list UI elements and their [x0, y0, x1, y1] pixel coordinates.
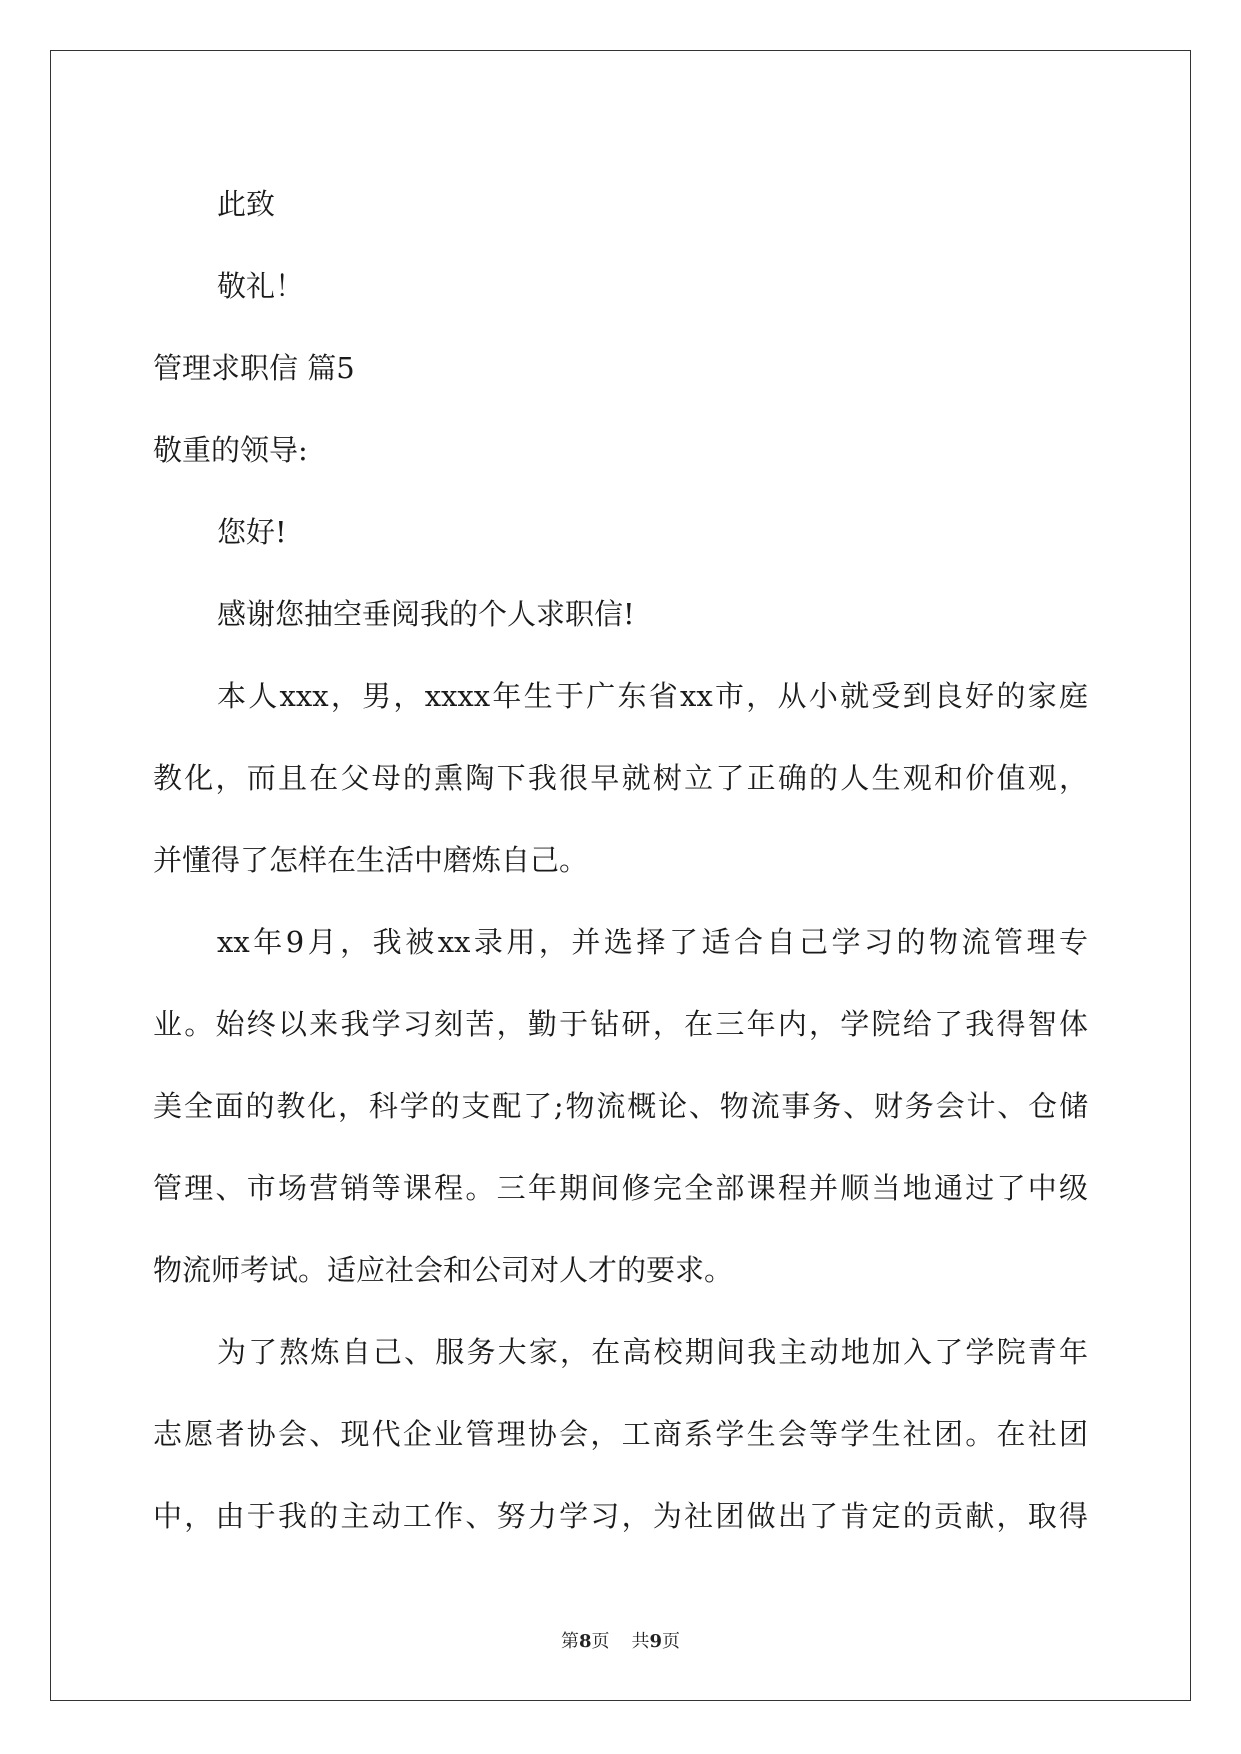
document-line: 管理求职信 篇5: [153, 351, 355, 385]
document-body: [153, 163, 1088, 1557]
document-line: xx年9月，我被xx录用，并选择了适合自己学习的物流管理专: [217, 925, 1088, 959]
document-line: 并懂得了怎样在生活中磨炼自己。: [153, 843, 589, 877]
footer-page-unit: 页: [591, 1631, 610, 1652]
document-line: 业。始终以来我学习刻苦，勤于钻研，在三年内，学院给了我得智体: [153, 1007, 1088, 1041]
document-line: 本人xxx，男，xxxx年生于广东省xx市，从小就受到良好的家庭: [217, 679, 1088, 713]
document-line: 物流师考试。适应社会和公司对人才的要求。: [153, 1253, 734, 1287]
document-line: 中，由于我的主动工作、努力学习，为社团做出了肯定的贡献，取得: [153, 1499, 1088, 1533]
page-footer: [0, 1627, 1241, 1653]
document-line: 志愿者协会、现代企业管理协会，工商系学生会等学生社团。在社团: [153, 1417, 1088, 1451]
current-page-number: 8: [578, 1631, 592, 1652]
document-line: 管理、市场营销等课程。三年期间修完全部课程并顺当地通过了中级: [153, 1171, 1088, 1205]
document-line: 感谢您抽空垂阅我的个人求职信!: [217, 597, 635, 631]
document-line: 教化，而且在父母的熏陶下我很早就树立了正确的人生观和价值观，: [153, 761, 1088, 795]
document-line: 您好!: [217, 515, 287, 549]
document-line: 此致: [217, 187, 276, 221]
footer-prefix: 第: [560, 1631, 579, 1652]
total-page-number: 9: [649, 1631, 663, 1652]
document-line: 美全面的教化，科学的支配了;物流概论、物流事务、财务会计、仓储: [153, 1089, 1088, 1123]
document-line: 敬重的领导:: [153, 433, 308, 467]
footer-total-unit: 页: [662, 1631, 681, 1652]
footer-total-prefix: 共: [631, 1631, 650, 1652]
document-line: 敬礼！: [217, 269, 305, 303]
document-line: 为了熬炼自己、服务大家，在高校期间我主动地加入了学院青年: [217, 1335, 1088, 1369]
